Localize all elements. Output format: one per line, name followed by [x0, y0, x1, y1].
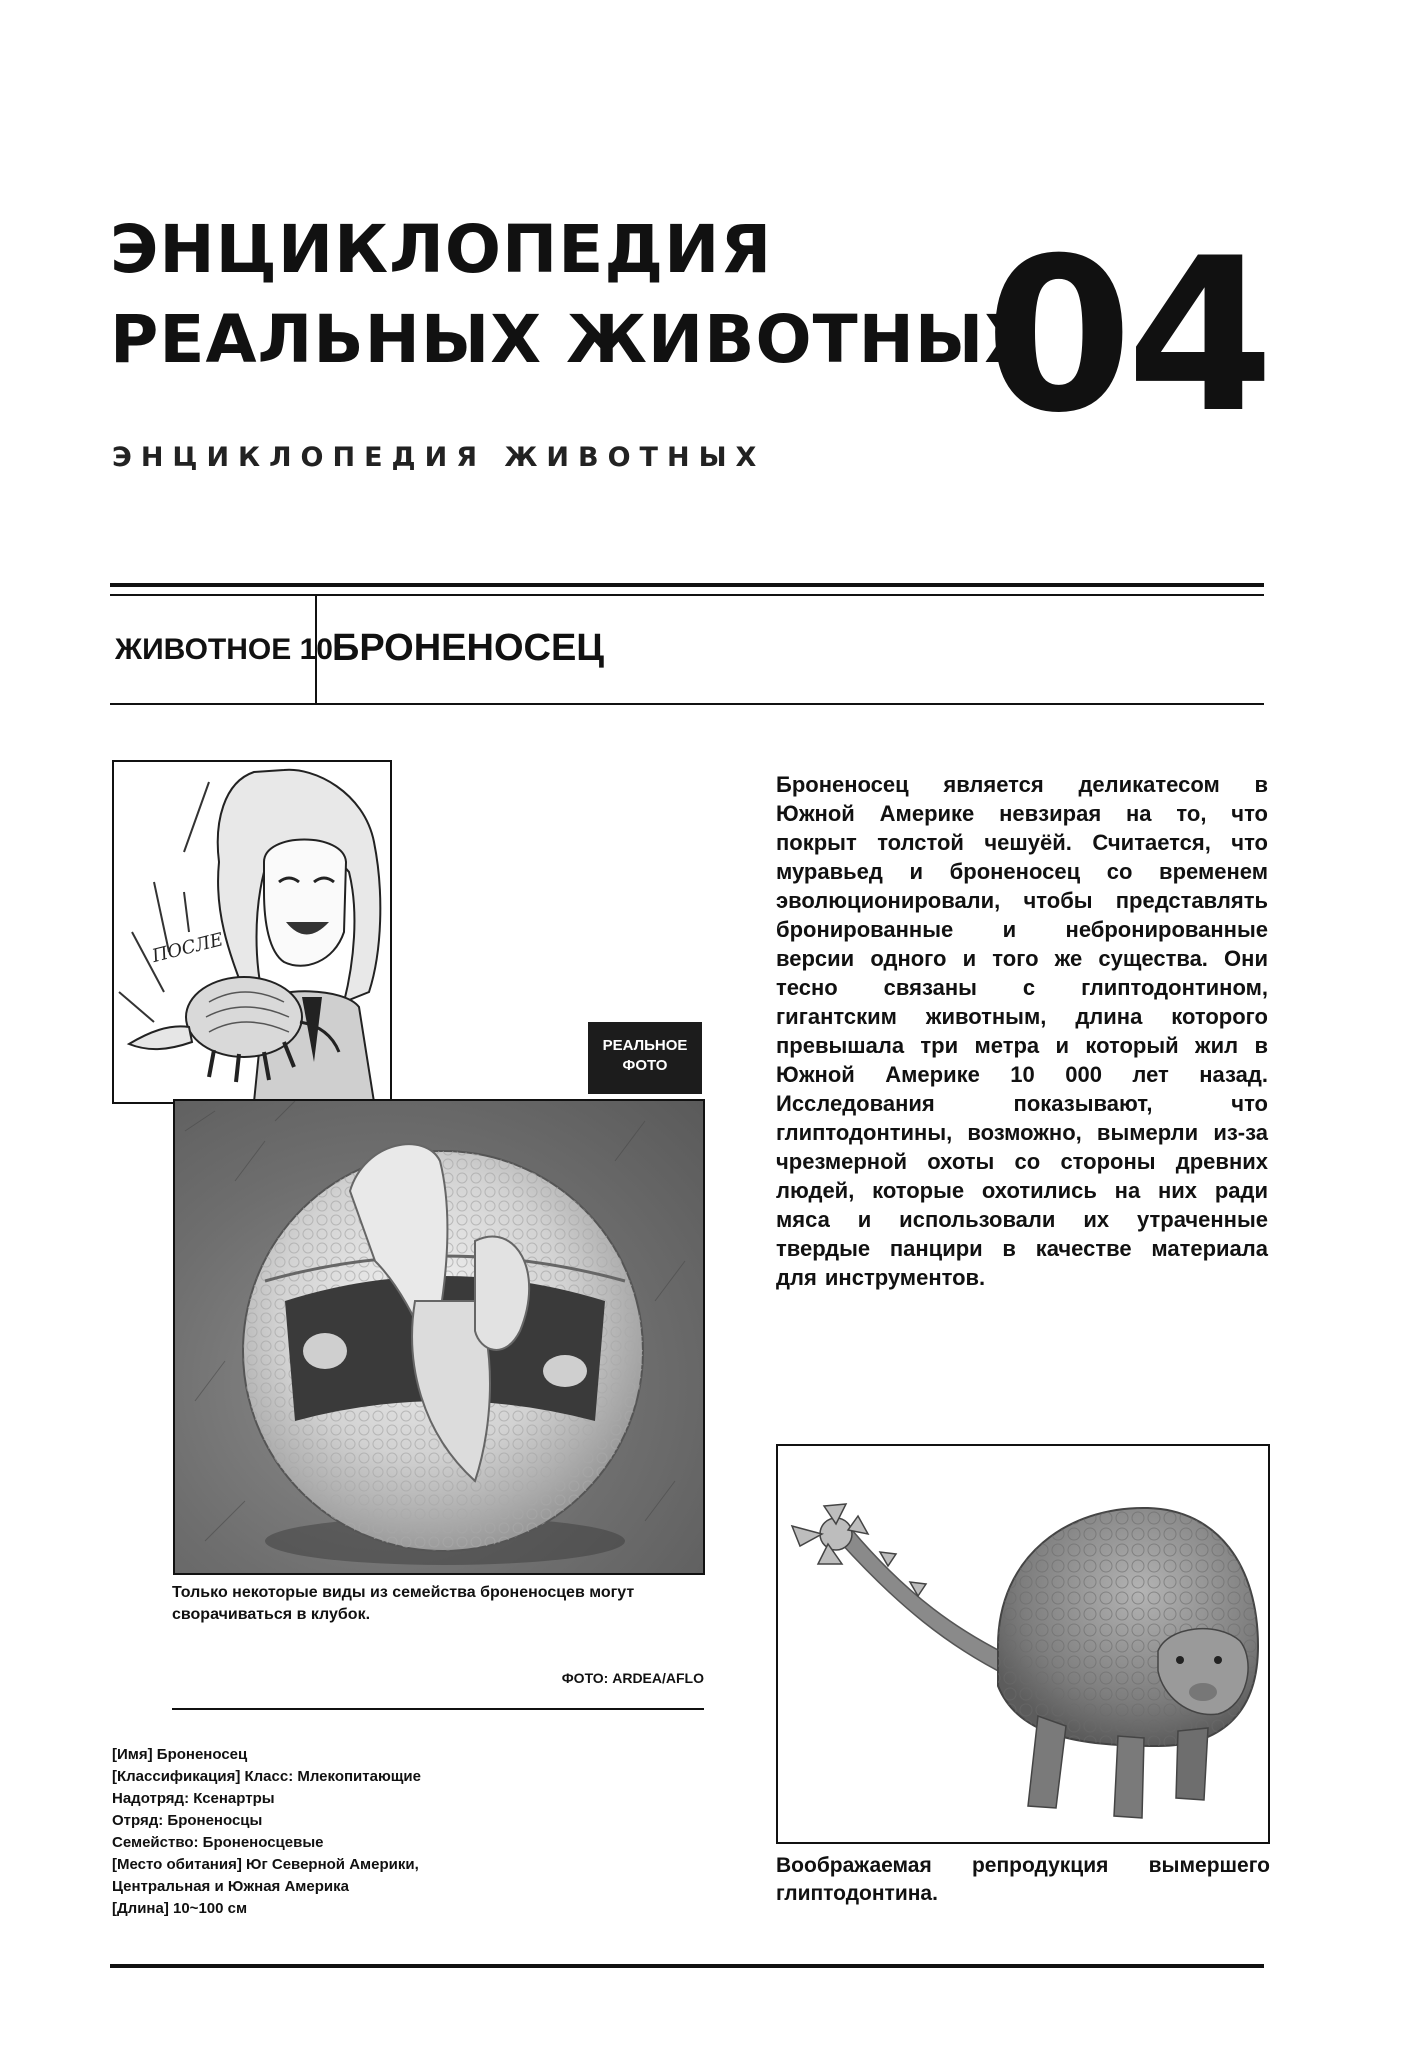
info-length: [Длина] 10~100 см [112, 1900, 248, 1917]
page-subtitle: ЭНЦИКЛОПЕДИЯ ЖИВОТНЫХ [112, 442, 766, 473]
badge-line-2: ФОТО [622, 1057, 668, 1074]
info-order: Отряд: Броненосцы [112, 1812, 263, 1829]
manga-panel [112, 760, 392, 1104]
title-line-2: РЕАЛЬНЫХ ЖИВОТНЫХ [110, 301, 1037, 378]
real-photo-badge [588, 1022, 702, 1094]
photo-section-rule [172, 1708, 704, 1710]
issue-number: 04 [985, 212, 1269, 459]
armadillo-photo-image [175, 1101, 703, 1573]
photo-credit: ФОТО: ARDEA/AFLO [561, 1670, 704, 1686]
bottom-rule [110, 1964, 1264, 1968]
info-habitat-line-2: Центральная и Южная Америка [112, 1878, 349, 1895]
top-rule [110, 583, 1264, 587]
info-superorder: Надотряд: Ксенартры [112, 1790, 275, 1807]
page-title [110, 205, 1036, 385]
glyptodon-image [778, 1446, 1268, 1842]
glyptodon-caption: Воображаемая репродукция вымершего глиптодонтина. [776, 1854, 1270, 1905]
info-classification: [Классификация] Класс: Млекопитающие [112, 1768, 421, 1785]
manga-sfx-text: ПОСЛЕ [149, 929, 226, 968]
info-habitat-line-1: [Место обитания] Юг Северной Америки, [112, 1856, 419, 1873]
photo-caption: Только некоторые виды из семейства броненосцев могут сворачиваться в клубок. [172, 1584, 635, 1623]
animal-number-label: ЖИВОТНОЕ 10 [115, 633, 333, 666]
info-box [112, 1744, 492, 1920]
info-name: [Имя] Броненосец [112, 1746, 248, 1763]
armadillo-photo [173, 1099, 705, 1575]
manga-illustration [114, 762, 390, 1102]
top-rule-thin [110, 594, 1264, 596]
section-rule [110, 703, 1264, 705]
info-family: Семейство: Броненосцевые [112, 1834, 324, 1851]
title-line-1: ЭНЦИКЛОПЕДИЯ [110, 211, 773, 288]
glyptodon-illustration [776, 1444, 1270, 1844]
description-text: Броненосец является деликатесом в Южной Америке невзирая на то, что покрыт толстой чешуёй. Считается, что муравьед и броненосец со временем эволюционировали, чтобы представлять бронированные и небронированные версии одного и того же существа. Они тесно связаны с глиптодонтином, гигантским животным, длина которого превышала три метра и который жил в Южной Америке 10 000 лет назад. Исследования показывают, что глиптодонтины, возможно, вымерли из-за чрезмерной охоты со стороны древних людей, которые охотились на них ради мяса и использовали их утраченные твердые панцири в качестве материала для инструментов. [776, 772, 1268, 1290]
animal-name-heading: БРОНЕНОСЕЦ [332, 627, 605, 669]
badge-line-1: РЕАЛЬНОЕ [602, 1037, 688, 1054]
